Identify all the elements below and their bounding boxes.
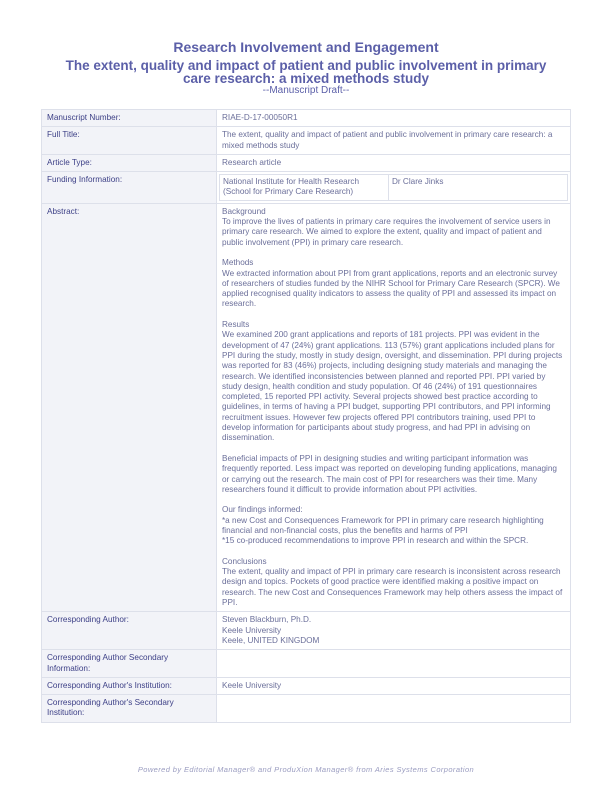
table-row bbox=[42, 110, 571, 127]
journal-name: Research Involvement and Engagement bbox=[173, 39, 439, 55]
abstract-conclusions: Conclusions The extent, quality and impact of PPI in primary care research is inconsistent across research design and topics. Pockets of good practice were identified making a positive impact on research. The new Cost and Consequences Framework may help others assess the impact of PPI. bbox=[222, 556, 563, 608]
corresponding-author-value: Steven Blackburn, Ph.D. Keele University Keele, UNITED KINGDOM bbox=[217, 612, 571, 650]
table-row bbox=[42, 127, 571, 155]
funding-subtable bbox=[219, 174, 568, 201]
field-label: Article Type: bbox=[42, 154, 217, 171]
table-row bbox=[42, 677, 571, 694]
abstract-findings: Our findings informed: *a new Cost and Consequences Framework for PPI in primary care research highlighting financial and non-financial costs, plus the benefits and harms of PPI *15 co-produced recommendations to improve PPI in research and within the SPCR. bbox=[222, 505, 544, 546]
table-row bbox=[42, 695, 571, 723]
manuscript-title: The extent, quality and impact of patient and public involvement in primary care research: a mixed methods study bbox=[65, 58, 547, 86]
field-label: Full Title: bbox=[42, 127, 217, 155]
field-label: Corresponding Author: bbox=[42, 612, 217, 650]
corresponding-author-institution-value: Keele University bbox=[217, 677, 571, 694]
full-title-value: The extent, quality and impact of patient and public involvement in primary care research: a mixed methods study bbox=[217, 127, 571, 155]
corresponding-author-secondary-info-value bbox=[217, 650, 571, 678]
funding-value bbox=[217, 172, 571, 204]
field-label: Abstract: bbox=[42, 203, 217, 612]
table-row bbox=[42, 172, 571, 204]
corresponding-author-secondary-institution-value bbox=[217, 695, 571, 723]
page-footer: Powered by Editorial Manager® and ProduXion Manager® from Aries Systems Corporation bbox=[137, 765, 475, 774]
table-row bbox=[42, 154, 571, 171]
abstract-background: Background To improve the lives of patients in primary care requires the involvement of service users in primary care research. We aimed to explore the extent, quality and impact of patient and public involvement (PPI) in primary care research. bbox=[222, 206, 551, 247]
abstract-impacts: Beneficial impacts of PPI in designing studies and writing participant information was frequently reported. Less impact was reported on developing funding applications, managing or carrying out the research. The main cost of PPI for researchers was their time. Many researchers found it difficult to provide information about PPI activities. bbox=[222, 453, 557, 494]
manuscript-info-table bbox=[41, 109, 571, 723]
table-row bbox=[42, 612, 571, 650]
page-header bbox=[0, 0, 612, 97]
funding-organization: National Institute for Health Research (School for Primary Care Research) bbox=[219, 174, 389, 201]
funding-investigator: Dr Clare Jinks bbox=[389, 174, 568, 201]
abstract-value bbox=[217, 203, 571, 612]
abstract-results: Results We examined 200 grant applications and reports of 181 projects. PPI was evident in the development of 47 (24%) grant applications. 113 (57%) grant applications included plans for PPI during the study, mostly in study design, oversight, and dissemination. PPI during projects was reported for 83 (46%) projects, including designing study materials and managing the research. We identified inconsistencies between planned and reported PPI. PPI varied by study design, health condition and study population. Of 46 (24%) of 191 questionnaires completed, 15 reported PPI activity. Several projects showed best practice according to guidelines, in terms of having a PPI budget, supporting PPI contributors, and PPI informing recruitment issues. However few projects offered PPI contributors training, used PPI to develop information for participants about study progress, and had PPI in advising on dissemination. bbox=[222, 320, 563, 443]
abstract-methods: Methods We extracted information about PPI from grant applications, reports and an electronic survey of researchers of studies funded by the NIHR School for Primary Care Research (SPCR). We applied recognised quality indicators to assess the quality of PPI and assessed its impact on research. bbox=[222, 258, 560, 309]
draft-label: --Manuscript Draft-- bbox=[262, 85, 350, 96]
field-label: Funding Information: bbox=[42, 172, 217, 204]
field-label: Corresponding Author's Secondary Institution: bbox=[42, 695, 217, 723]
field-label: Corresponding Author Secondary Information: bbox=[42, 650, 217, 678]
field-label: Manuscript Number: bbox=[42, 110, 217, 127]
field-label: Corresponding Author's Institution: bbox=[42, 677, 217, 694]
table-row bbox=[42, 203, 571, 612]
manuscript-number-value: RIAE-D-17-00050R1 bbox=[217, 110, 571, 127]
article-type-value: Research article bbox=[217, 154, 571, 171]
table-row bbox=[42, 650, 571, 678]
